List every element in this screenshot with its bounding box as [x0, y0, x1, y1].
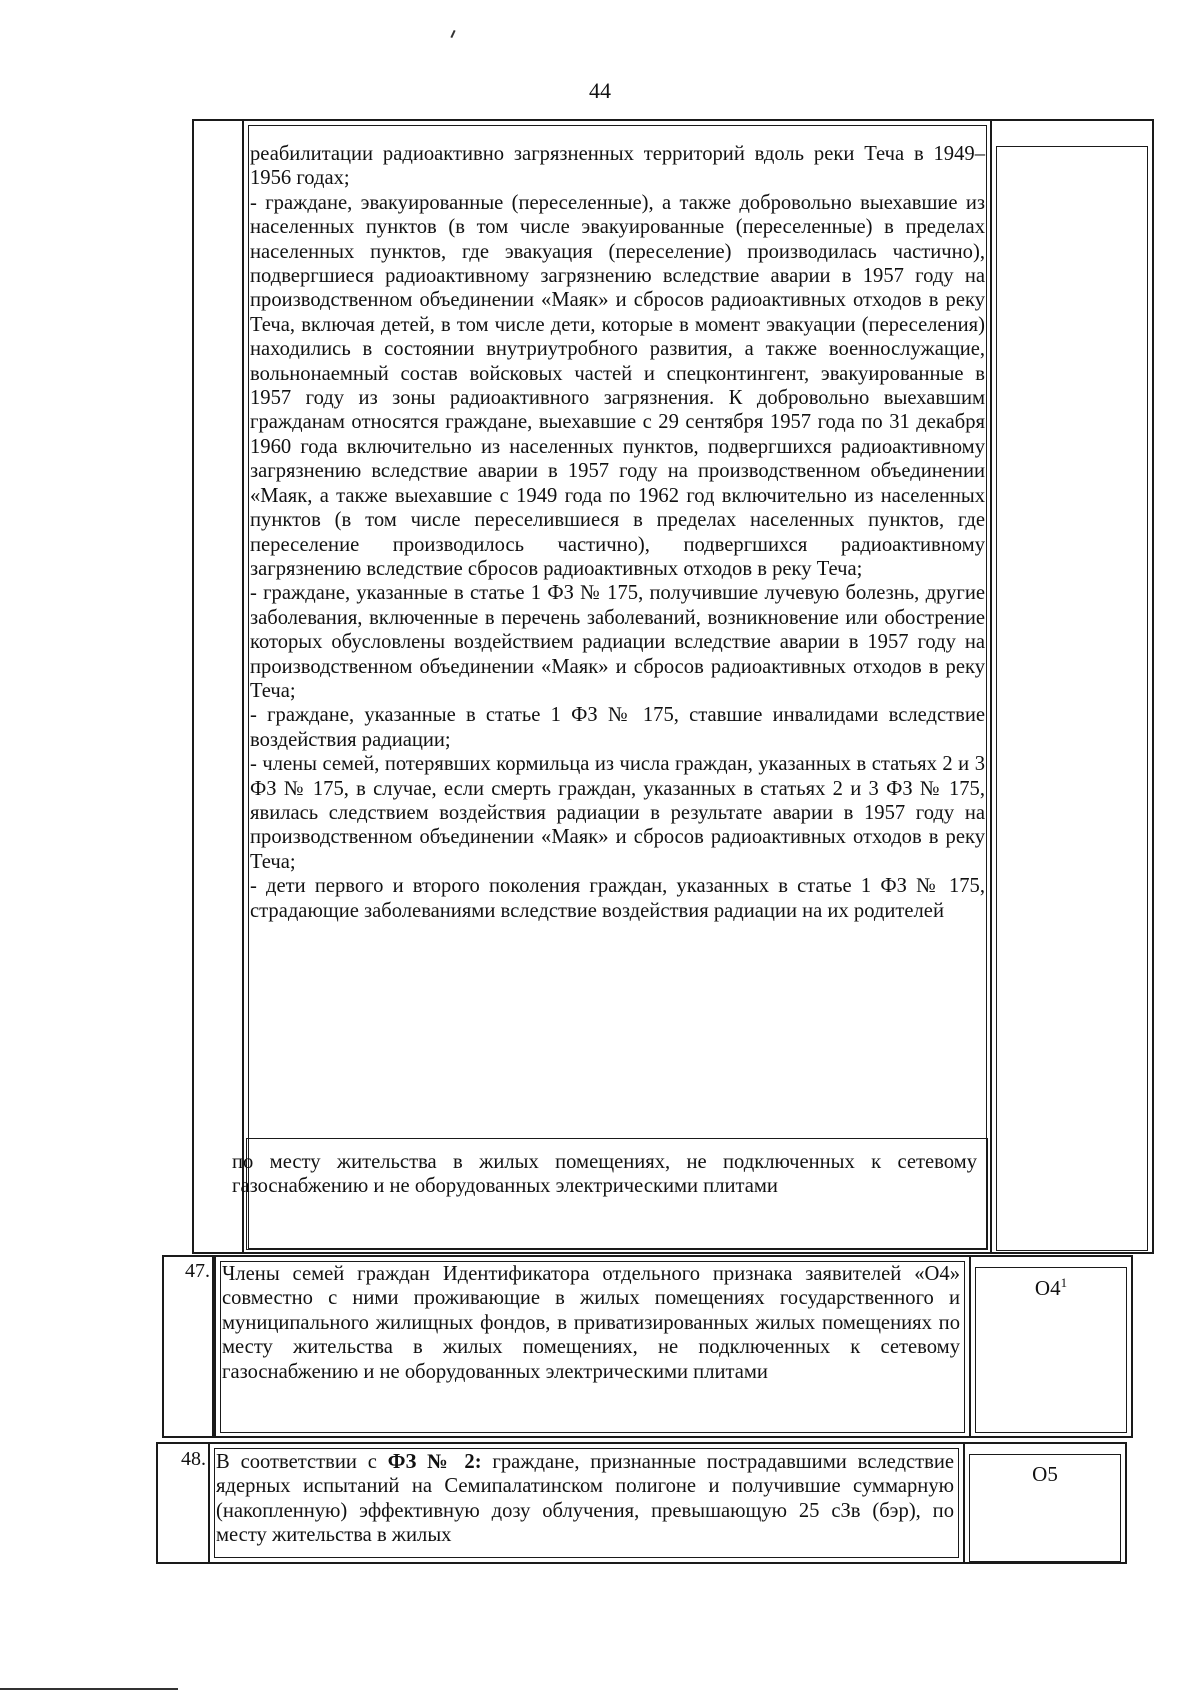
row-code — [969, 1275, 1133, 1301]
paragraph: - дети первого и второго поколения граждан, указанных в статье 1 ФЗ № 175, страдающие заболеваниями вследствие воздействия радиации на их родителей — [250, 875, 985, 922]
row-code: О5 — [1032, 1462, 1058, 1486]
paragraph: - граждане, эвакуированные (переселенные), а также добровольно выехавшие из населенных пунктов (в том числе эвакуированные (переселенные) в пределах населенных пунктов, где эвакуация (переселение) производилась частично), подвергшиеся радиоактивному загрязнению вследствие аварии в 1957 году на производственном объединении «Маяк» и сбросов радиоактивных отходов в реку Теча, включая детей, в том числе дети, которые в момент эвакуации (переселения) находились в состоянии внутриутробного развития, а также военнослужащие, вольнонаемный состав войсковых частей и спецконтингент, эвакуированные в 1957 году из зоны радиоактивного загрязнения. К добровольно выехавшим гражданам относятся граждане, выехавшие с 29 сентября 1957 года по 31 декабря 1960 года включительно из населенных пунктов, подвергшихся радиоактивному загрязнению вследствие аварии в 1957 году на производственном объединении «Маяк, а также выехавшие с 1949 года по 1962 год включительно из населенных пунктов (в том числе переселившиеся в пределах населенных пунктов, где переселение производилось частично), подвергшихся радиоактивному загрязнению вследствие сбросов радиоактивных отходов в реку Теча; — [250, 191, 985, 580]
footer-rule — [0, 1688, 178, 1690]
code-superscript: 1 — [1060, 1275, 1068, 1290]
paragraph-body: граждане, признанные пострадавшими вследствие ядерных испытаний на Семипалатинском полигоне и получившие суммарную (накопленную) эффективную дозу облучения, превышающую 25 сЗв (бэр), по месту жительства в жилых — [216, 1451, 954, 1547]
row-number: 47. — [185, 1260, 210, 1282]
law-reference: ФЗ № 2: — [387, 1451, 482, 1473]
paragraph: - члены семей, потерявших кормильца из числа граждан, указанных в статьях 2 и 3 ФЗ № 175, в случае, если смерть граждан, указанных в статьях 2 и 3 ФЗ № 175, явилась следствием воздействия радиации в результате аварии в 1957 году на производственном объединении «Маяк» и сбросов радиоактивных отходов в реку Теча; — [250, 753, 985, 873]
paragraph: - граждане, указанные в статье 1 ФЗ № 175, получившие лучевую болезнь, другие заболевания, включенные в перечень заболеваний, возникновение или обострение которых обусловлены воздействием радиации вследствие аварии в 1957 году на производственном объединении «Маяк» и сбросов радиоактивных отходов в реку Теча; — [250, 582, 985, 702]
row-48-text — [216, 1450, 954, 1548]
row-number: 48. — [181, 1448, 206, 1470]
paragraph: реабилитации радиоактивно загрязненных территорий вдоль реки Теча в 1949–1956 годах; — [250, 143, 985, 190]
row-code-cell — [963, 1442, 1127, 1564]
row-code-cell — [990, 119, 1154, 1254]
code-label: О4 — [1034, 1276, 1061, 1300]
row-number-cell — [192, 119, 244, 1254]
row-46-sub-text — [228, 1150, 977, 1199]
paragraph: - граждане, указанные в статье 1 ФЗ № 175, ставшие инвалидами вследствие воздействия радиации; — [250, 704, 985, 751]
page-number: 44 — [589, 78, 611, 103]
paragraph: Члены семей граждан Идентификатора отдельного признака заявителей «О4» совместно с ними проживающие в жилых помещениях государственного и муниципального жилищных фондов, в приватизированных жилых помещениях по месту жительства в жилых помещениях, не подключенных к сетевому газоснабжению и не оборудованных электрическими плитами — [222, 1263, 960, 1383]
row-47-text — [222, 1262, 960, 1384]
row-code-inner-border — [996, 146, 1148, 1251]
row-46-text — [250, 142, 985, 923]
paragraph — [216, 1450, 954, 1548]
lead-text: В соответствии с — [216, 1451, 388, 1473]
sub-paragraph: по месту жительства в жилых помещениях, не подключенных к сетевому газоснабжению и не оборудованных электрическими плитами — [232, 1151, 977, 1198]
stray-mark — [450, 30, 455, 38]
